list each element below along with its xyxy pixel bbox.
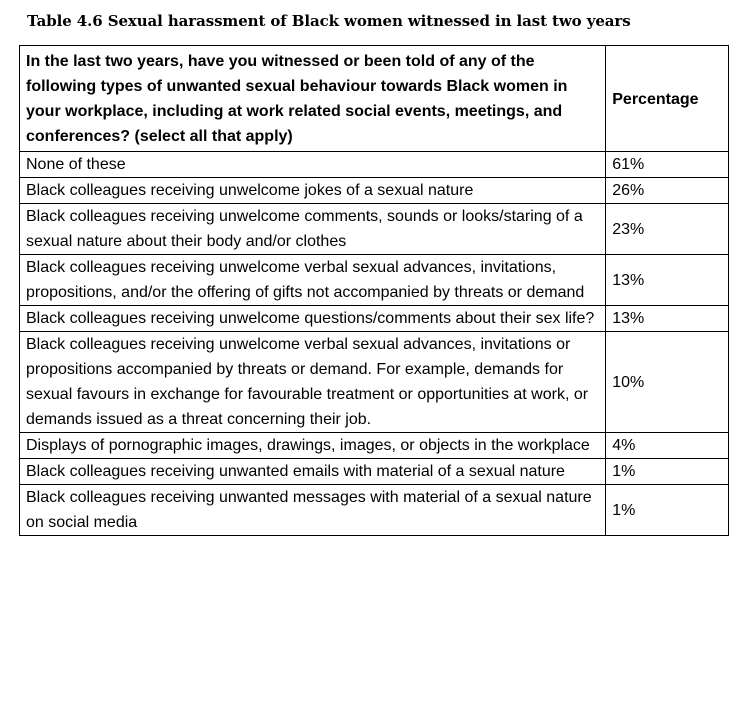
table-row [20,459,729,485]
row-label: Black colleagues receiving unwanted emails with material of a sexual nature [20,459,606,485]
row-percentage: 4% [606,433,729,459]
row-percentage: 26% [606,178,729,204]
row-percentage: 10% [606,332,729,433]
row-label: Black colleagues receiving unwelcome comments, sounds or looks/staring of a sexual nature about their body and/or clothes [20,204,606,255]
table-row [20,152,729,178]
table-row [20,485,729,536]
table-row [20,433,729,459]
row-label: Black colleagues receiving unwelcome jokes of a sexual nature [20,178,606,204]
table-caption: Table 4.6 Sexual harassment of Black women witnessed in last two years [27,12,631,30]
table-row [20,255,729,306]
row-percentage: 61% [606,152,729,178]
row-percentage: 1% [606,459,729,485]
row-label: Displays of pornographic images, drawings, images, or objects in the workplace [20,433,606,459]
harassment-table [19,45,729,536]
row-percentage: 1% [606,485,729,536]
row-percentage: 13% [606,255,729,306]
row-percentage: 13% [606,306,729,332]
row-label: None of these [20,152,606,178]
row-label: Black colleagues receiving unwelcome verbal sexual advances, invitations or propositions accompanied by threats or demand. For example, demands for sexual favours in exchange for favourable treatment or opportunities at work, or demands issued as a threat concerning their job. [20,332,606,433]
table-row [20,204,729,255]
table-header-row [20,46,729,152]
table-row [20,332,729,433]
row-percentage: 23% [606,204,729,255]
row-label: Black colleagues receiving unwanted messages with material of a sexual nature on social media [20,485,606,536]
question-header: In the last two years, have you witnessed or been told of any of the following types of unwanted sexual behaviour towards Black women in your workplace, including at work related social events, meetings, and conferences? (select all that apply) [20,46,606,152]
percentage-header: Percentage [606,46,729,152]
table-row [20,306,729,332]
row-label: Black colleagues receiving unwelcome verbal sexual advances, invitations, propositions, and/or the offering of gifts not accompanied by threats or demand [20,255,606,306]
table-row [20,178,729,204]
row-label: Black colleagues receiving unwelcome questions/comments about their sex life? [20,306,606,332]
